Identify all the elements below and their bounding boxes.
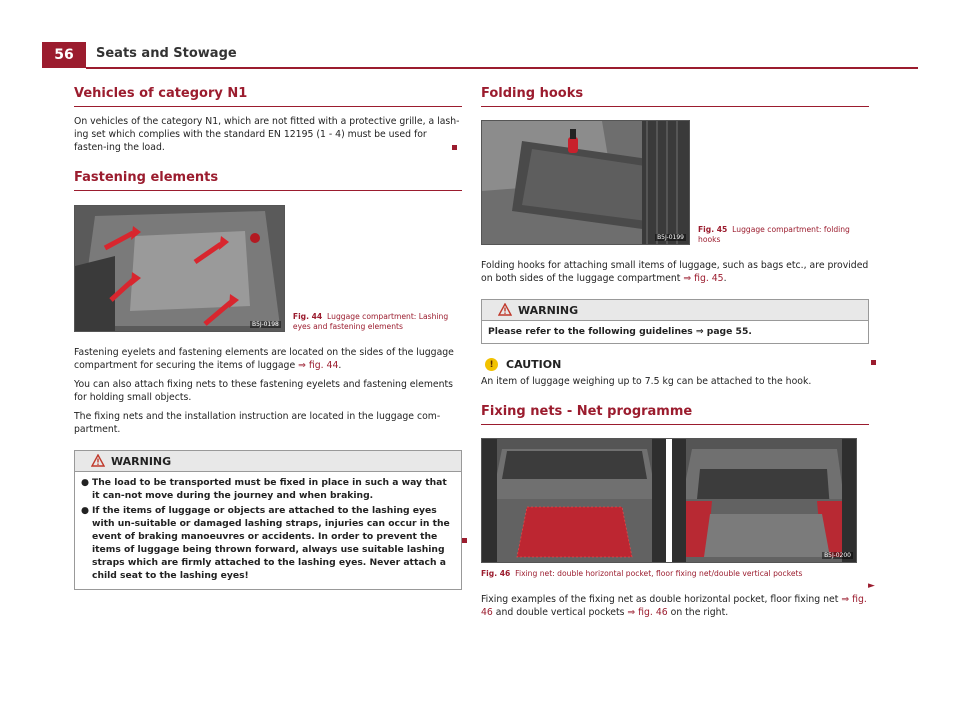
fastening-heading: Fastening elements [74,170,462,191]
left-warning-header [75,451,461,472]
folding-text [481,259,869,285]
fig44-caption [293,312,462,332]
fig46-caption [481,569,869,579]
fig44-block [74,205,462,332]
fig44-label: Fig. 44 [292,312,323,321]
section-end-mark [462,538,467,543]
fig44-image [74,205,285,332]
folding-text-body: Folding hooks for attaching small items of luggage, such as bags etc., are provided on both sides of the luggage compartment [481,260,869,284]
fastening-para-2: You can also attach fixing nets to these fastening eyelets and fastening elements for holding small objects. [74,379,453,403]
nets-heading: Fixing nets - Net programme [481,404,869,425]
fig44-link[interactable]: ⇒ fig. 44 [298,360,339,371]
right-warning-body: Please refer to the following guidelines ⇒ page 55. [488,326,752,337]
warning-triangle-icon [498,303,512,316]
right-warning-title: WARNING [518,303,579,317]
fig45-caption [698,225,868,245]
section-end-mark [871,360,876,365]
left-warning-box [74,450,462,590]
folding-heading: Folding hooks [481,86,869,107]
fig46-image [481,438,857,563]
fig45-block [481,120,869,245]
page-number: 56 [42,42,86,68]
left-warning-item-text: The load to be transported must be fixed in place in such a way that it can-not move during the journey and when braking. [92,477,447,501]
right-warning-header [482,300,868,321]
folding-hook-photo [482,121,689,244]
left-warning-item [81,504,455,582]
fig46-block [481,438,869,579]
fig45-caption-text: Luggage compartment: folding hooks [698,225,850,244]
nets-text [481,593,869,619]
section-end-mark [452,145,457,150]
fig44-code: B5J-0198 [251,321,279,328]
fig44-caption-text: Luggage compartment: Lashing eyes and fastening elements [292,312,449,331]
bullet-icon: ● [81,505,90,516]
fig45-image [481,120,690,245]
continue-arrow-icon: ► [868,581,875,591]
caution-title: CAUTION [506,358,562,371]
fig46-link[interactable]: ⇒ fig. 46 [627,607,668,618]
fig45-code: B5J-0199 [657,234,684,241]
vehicles-heading: Vehicles of category N1 [74,86,462,107]
fig46-caption-text: Fixing net: double horizontal pocket, floor fixing net/double vertical pockets [515,569,803,578]
nets-text-end: on the right. [667,607,729,618]
right-column [481,86,869,619]
fig45-link[interactable]: ⇒ fig. 45 [683,273,724,284]
caution-icon: ! [485,358,498,371]
bullet-icon: ● [81,477,90,488]
left-warning-title: WARNING [111,454,172,468]
fig46-link[interactable]: ⇒ fig. 46 [481,594,867,618]
left-warning-body [75,472,461,589]
warning-triangle-icon [91,454,105,467]
luggage-lashing-photo [75,206,285,331]
section-title: Seats and Stowage [96,46,237,61]
left-warning-item [81,476,455,502]
vehicles-text: On vehicles of the category N1, which are not fitted with a protective grille, a lash-ing set which complies with the standard EN 12195 (1 - 4) must be used for fasten-ing the load. [74,116,460,153]
fastening-para-1-text: Fastening eyelets and fastening elements are located on the sides of the luggage compartment for securing the items of luggage [74,347,454,371]
fastening-para-1 [74,346,462,372]
caution-header [481,358,869,371]
right-warning-box [481,299,869,344]
caution-text: An item of luggage weighing up to 7.5 kg can be attached to the hook. [481,376,812,387]
fig46-label: Fig. 46 [481,569,511,578]
folding-text-end: . [723,273,727,284]
left-warning-item-text: If the items of luggage or objects are attached to the lashing eyes with un-suitable or damaged lashing straps, injuries can occur in the event of braking manoeuvres or accidents. In order to prevent the items of luggage being thrown forward, always use suitable lashing straps which are firmly attached to the lashing eyes. Never attach a child seat to the lashing eyes! [92,505,450,581]
left-column [74,86,462,590]
fastening-para-3: The fixing nets and the installation instruction are located in the luggage com-partment. [74,411,441,435]
fastening-para-1-end: . [338,360,342,371]
fig46-code: B5J-0200 [824,552,851,559]
fig45-label: Fig. 45 [698,225,728,234]
header-rule [86,67,918,69]
nets-text-mid: and double vertical pockets [492,607,628,618]
nets-text-body: Fixing examples of the fixing net as double horizontal pocket, floor fixing net [481,594,842,605]
fixing-net-photo [482,439,856,562]
